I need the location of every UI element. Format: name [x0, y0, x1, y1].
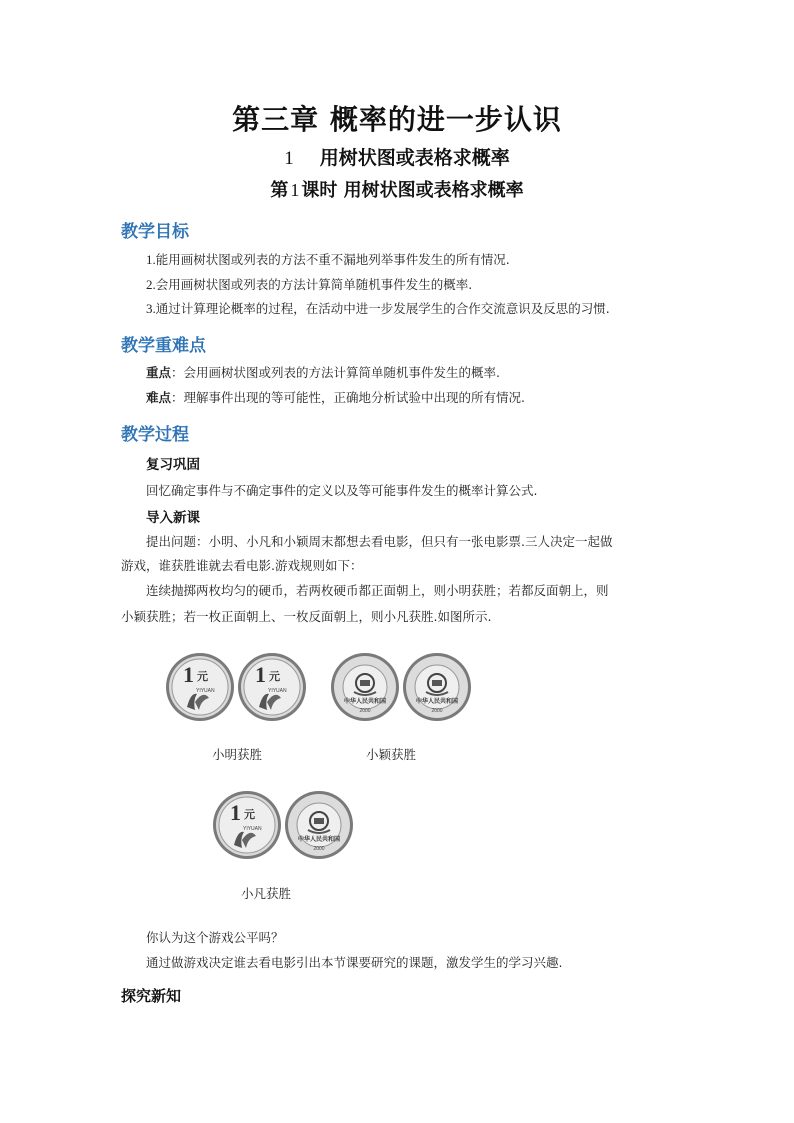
difficulty-label: 难点 [146, 390, 172, 405]
lesson-prefix: 第 [270, 180, 289, 201]
coin-number-text: 1 [255, 662, 266, 687]
objective-item-1 [146, 250, 510, 268]
objective-number: 2. [146, 277, 156, 292]
coin-unit-text: 元 [244, 808, 255, 821]
coin-back-image [284, 790, 354, 860]
caption-xiaoming: 小明获胜 [212, 747, 263, 762]
objective-text: 会用画树状图或列表的方法计算简单随机事件发生的概率. [155, 277, 473, 292]
lesson-number: 1 [290, 180, 300, 200]
objective-text: 通过计算理论概率的过程，在活动中进一步发展学生的合作交流意识及反思的习惯. [155, 301, 610, 316]
focus-line [146, 363, 500, 381]
coin-number-text: 1 [230, 800, 241, 825]
objective-number: 1. [146, 252, 156, 267]
coin-unit-text: 元 [269, 670, 280, 683]
coin-back-image [402, 652, 472, 722]
section-title [0, 143, 794, 170]
objectives-heading: 教学目标 [121, 222, 189, 242]
chapter-title: 第三章 概率的进一步认识 [232, 103, 562, 136]
intro-para2-line2: 小颖获胜；若一枚正面朝上、一枚反面朝上，则小凡获胜.如图所示. [121, 609, 492, 624]
intro-para2-line1: 连续抛掷两枚均匀的硬币，若两枚硬币都正面朝上，则小明获胜；若都反面朝上，则 [146, 583, 609, 598]
coin-front-image [212, 790, 282, 860]
coin-back-text: 中华人民共和国 [343, 698, 387, 705]
coin-pinyin-text: YIYUAN [268, 688, 287, 694]
lesson-title [0, 176, 794, 202]
section-number: 1 [284, 148, 294, 169]
caption-xiaofan: 小凡获胜 [241, 886, 292, 901]
review-text: 回忆确定事件与不确定事件的定义以及等可能事件发生的概率计算公式. [146, 483, 538, 498]
summary-text: 通过做游戏决定谁去看电影引出本节课要研究的课题，激发学生的学习兴趣. [146, 955, 563, 970]
intro-para1-line1: 提出问题：小明、小凡和小颖周末都想去看电影，但只有一张电影票.三人决定一起做 [146, 534, 613, 549]
lesson-suffix: 课时 用树状图或表格求概率 [301, 180, 524, 201]
objective-text: 能用画树状图或列表的方法不重不漏地列举事件发生的所有情况. [155, 252, 510, 267]
question-text: 你认为这个游戏公平吗？ [146, 930, 284, 945]
objective-number: 3. [146, 301, 156, 316]
explore-heading: 探究新知 [121, 987, 182, 1005]
key-points-heading: 教学重难点 [121, 336, 206, 356]
difficulty-text: ：理解事件出现的等可能性，正确地分析试验中出现的所有情况. [171, 390, 525, 405]
intro-para1-line2: 游戏，谁获胜谁就去看电影.游戏规则如下： [121, 558, 363, 573]
coin-back-text: 中华人民共和国 [297, 836, 341, 843]
coin-pinyin-text: YIYUAN [196, 688, 215, 694]
section-title-text: 用树状图或表格求概率 [319, 147, 510, 169]
caption-xiaoying: 小颖获胜 [366, 747, 417, 762]
focus-text: ：会用画树状图或列表的方法计算简单随机事件发生的概率. [171, 365, 500, 380]
coin-unit-text: 元 [197, 670, 208, 683]
difficulty-line [146, 388, 525, 406]
coin-back-image [330, 652, 400, 722]
process-heading: 教学过程 [121, 425, 189, 445]
coin-back-text: 中华人民共和国 [415, 698, 459, 705]
coin-pinyin-text: YIYUAN [243, 826, 262, 832]
focus-label: 重点 [146, 365, 172, 380]
review-heading: 复习巩固 [146, 457, 200, 473]
coin-front-image [237, 652, 307, 722]
intro-heading: 导入新课 [146, 510, 200, 526]
coin-year-text: 2000 [359, 708, 371, 714]
coin-front-image [165, 652, 235, 722]
coin-year-text: 2000 [313, 846, 325, 852]
coin-number-text: 1 [183, 662, 194, 687]
coin-year-text: 2000 [431, 708, 443, 714]
objective-item-3 [146, 299, 610, 317]
objective-item-2 [146, 275, 472, 293]
